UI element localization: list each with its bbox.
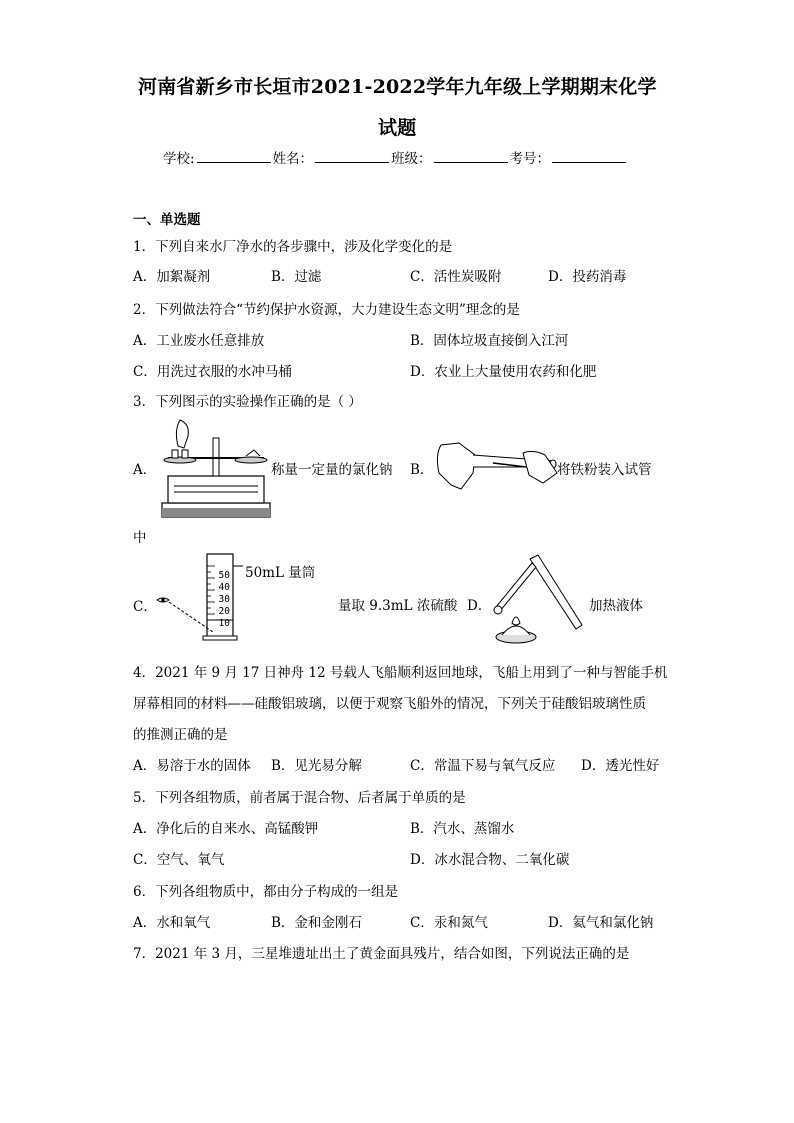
q3-b-text: 将铁粉装入试管: [557, 462, 652, 478]
q4-stem-line-1: 4．2021 年 9 月 17 日神舟 12 号载人飞船顺利返回地球，飞船上用到了一种与智能手机: [133, 665, 668, 681]
exam-id-label: 考号：: [509, 151, 551, 167]
cylinder-tick-30: 30: [218, 594, 230, 605]
section-heading: 一、单选题: [133, 212, 201, 228]
class-blank[interactable]: [434, 149, 508, 163]
class-label: 班级：: [391, 151, 432, 167]
q1-option-c[interactable]: C．活性炭吸附: [410, 269, 502, 285]
q6-stem: 6．下列各组物质中，都由分子构成的一组是: [133, 884, 399, 900]
q3-d-text: 加热液体: [589, 598, 643, 614]
q4-option-c[interactable]: C．常温下易与氧气反应: [410, 758, 556, 774]
q3-a-text: 称量一定量的氯化钠: [271, 462, 393, 478]
q2-option-c[interactable]: C．用洗过衣服的水冲马桶: [133, 364, 292, 380]
q3-b-label[interactable]: B．: [410, 462, 434, 478]
cylinder-tick-20: 20: [218, 606, 230, 617]
q5-option-d[interactable]: D．冰水混合物、二氧化碳: [410, 852, 570, 868]
q3-c-cylinder-label: 50mL 量筒: [245, 565, 316, 581]
q6-option-b[interactable]: B．金和金刚石: [271, 915, 362, 931]
q3-c-label[interactable]: C．: [133, 599, 157, 615]
title-line-1: 河南省新乡市长垣市2021-2022学年九年级上学期期末化学: [138, 76, 657, 98]
q1-option-b[interactable]: B．过滤: [271, 269, 322, 285]
q2-option-d[interactable]: D．农业上大量使用农药和化肥: [410, 364, 597, 380]
q6-option-c[interactable]: C．汞和氮气: [410, 915, 488, 931]
exam-id-blank[interactable]: [552, 149, 626, 163]
title-line-2: 试题: [378, 117, 417, 139]
q3-stem: 3．下列图示的实验操作正确的是（ ）: [133, 394, 362, 410]
graduated-cylinder-image: [155, 552, 245, 642]
balance-scale-image: [158, 420, 273, 520]
q1-option-d[interactable]: D．投药消毒: [548, 269, 627, 285]
school-label: 学校:: [163, 151, 195, 167]
q2-option-b[interactable]: B．固体垃圾直接倒入江河: [410, 333, 569, 349]
q5-stem: 5．下列各组物质，前者属于混合物、后者属于单质的是: [133, 790, 466, 806]
q3-c-text: 量取 9.3mL 浓硫酸: [338, 598, 458, 614]
school-blank[interactable]: [197, 149, 271, 163]
cylinder-scale: [216, 570, 230, 630]
q4-option-d[interactable]: D．透光性好: [581, 758, 660, 774]
q5-option-a[interactable]: A．净化后的自来水、高锰酸钾: [133, 821, 319, 837]
q4-stem-line-3: 的推测正确的是: [133, 727, 228, 743]
cylinder-tick-50: 50: [218, 570, 230, 581]
q4-option-a[interactable]: A．易溶于水的固体: [133, 758, 251, 774]
cylinder-tick-10: 10: [218, 618, 230, 629]
q4-option-b[interactable]: B．见光易分解: [271, 758, 362, 774]
q4-stem-line-2: 屏幕相同的材料——硅酸铝玻璃，以便于观察飞船外的情况，下列关于硅酸铝玻璃性质: [133, 696, 646, 712]
q3-b-text-cont: 中: [133, 530, 147, 546]
q6-option-a[interactable]: A．水和氧气: [133, 915, 211, 931]
q3-a-label[interactable]: A．: [133, 462, 157, 478]
info-fields: [163, 147, 628, 167]
q1-option-a[interactable]: A．加絮凝剂: [133, 269, 211, 285]
name-label: 姓名：: [272, 151, 314, 167]
q6-option-d[interactable]: D．氦气和氯化钠: [548, 915, 654, 931]
q5-option-c[interactable]: C．空气、氧气: [133, 852, 225, 868]
heating-liquid-image: [490, 553, 590, 645]
q3-d-label[interactable]: D．: [467, 598, 492, 614]
name-blank[interactable]: [315, 149, 389, 163]
q7-stem: 7．2021 年 3 月，三星堆遗址出土了黄金面具残片，结合如图，下列说法正确的是: [133, 946, 630, 962]
q5-option-b[interactable]: B．汽水、蒸馏水: [410, 821, 515, 837]
q1-stem: 1．下列自来水厂净水的各步骤中，涉及化学变化的是: [133, 239, 453, 255]
test-tube-image: [433, 433, 558, 493]
cylinder-tick-40: 40: [218, 582, 230, 593]
q2-stem: 2．下列做法符合“节约保护水资源，大力建设生态文明”理念的是: [133, 302, 520, 318]
q2-option-a[interactable]: A．工业废水任意排放: [133, 333, 265, 349]
